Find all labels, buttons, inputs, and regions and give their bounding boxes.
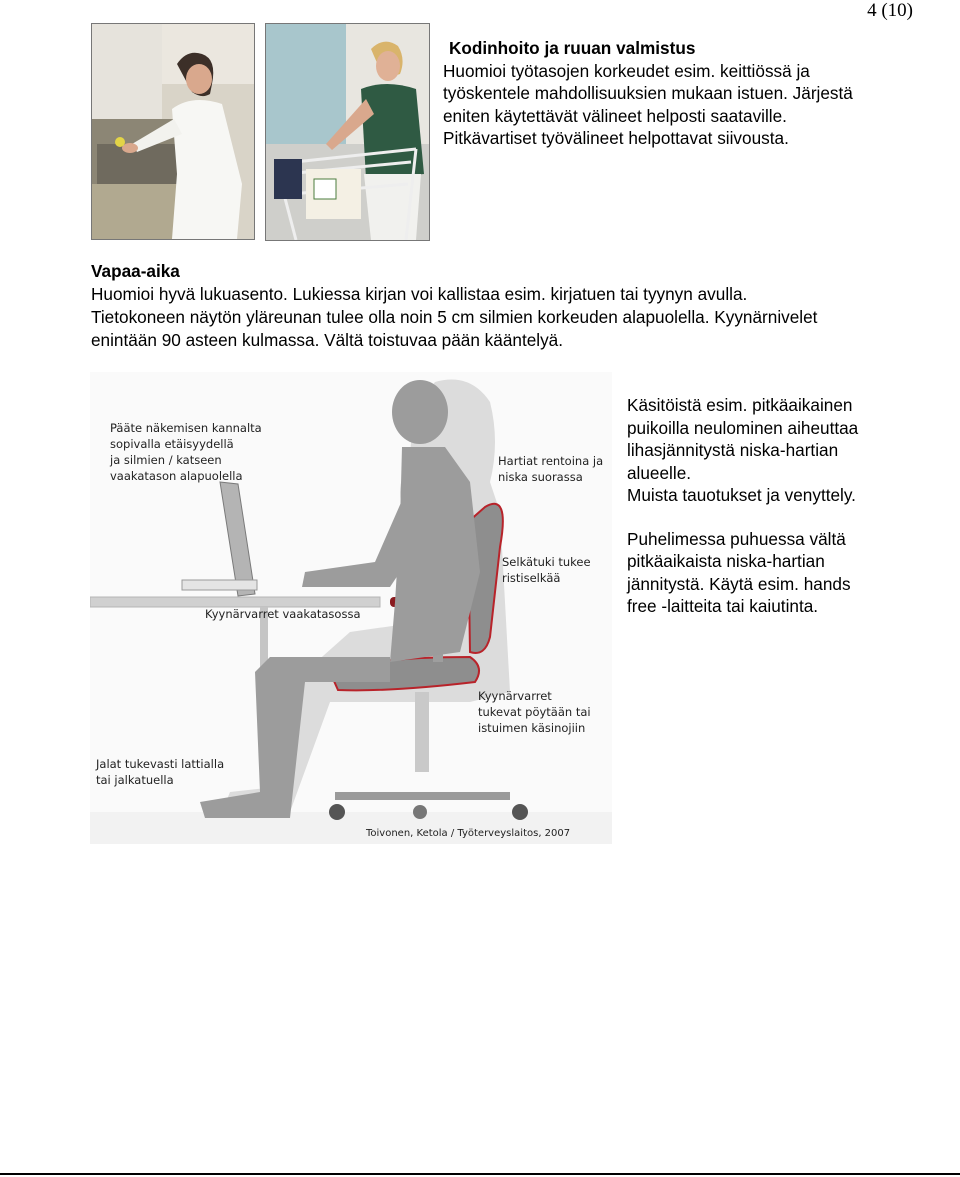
- svg-text:Kyynärvarret: Kyynärvarret: [478, 689, 552, 703]
- crafts-line-3: lihasjännitystä niska-hartian: [627, 440, 839, 460]
- label-forearms: Kyynärvarret vaakatasossa: [205, 607, 361, 621]
- leisure-line-3: enintään 90 asteen kulmassa. Vältä toistuvaa pään kääntelyä.: [91, 330, 564, 350]
- svg-text:Jalat tukevasti lattialla: Jalat tukevasti lattialla: [96, 757, 225, 771]
- kitchen-line-3: eniten käytettävät välineet helposti saataville.: [443, 105, 787, 126]
- svg-text:ristiselkää: ristiselkää: [502, 571, 561, 585]
- phone-line-4: free -laitteita tai kaiutinta.: [627, 596, 819, 616]
- svg-text:ja silmien / katseen: ja silmien / katseen: [110, 453, 222, 467]
- laundry-photo: [265, 23, 430, 241]
- crafts-line-5: Muista tauotukset ja venyttely.: [627, 485, 856, 505]
- leisure-line-1: Huomioi hyvä lukuasento. Lukiessa kirjan voi kallistaa esim. kirjatuen tai tyynyn avulla.: [91, 284, 748, 304]
- crafts-line-4: alueelle.: [627, 462, 692, 483]
- right-column: [627, 394, 927, 618]
- phone-line-3: jännitystä. Käytä esim. hands: [627, 573, 851, 594]
- page-bottom-rule: [0, 1173, 960, 1175]
- phone-line-1: Puhelimessa puhuessa vältä: [627, 528, 846, 549]
- svg-text:tukevat pöytään tai: tukevat pöytään tai: [478, 705, 591, 719]
- svg-text:Hartiat rentoina ja: Hartiat rentoina ja: [498, 454, 604, 468]
- kitchen-line-4: Pitkävartiset työvälineet helpottavat siivousta.: [443, 128, 789, 148]
- phone-line-2: pitkäaikaista niska-hartian: [627, 551, 825, 571]
- ergonomics-diagram: [90, 372, 612, 844]
- crafts-line-2: puikoilla neulominen aiheuttaa: [627, 417, 859, 438]
- leisure-line-2: Tietokoneen näytön yläreunan tulee olla noin 5 cm silmien korkeuden alapuolella. Kyynärnivelet: [91, 307, 818, 327]
- kitchen-photo: [91, 23, 255, 240]
- kitchen-line-1: Huomioi työtasojen korkeudet esim. keittiössä ja: [443, 60, 810, 81]
- kitchen-line-2: työskentele mahdollisuuksien mukaan istuen. Järjestä: [443, 83, 853, 103]
- svg-text:Pääte näkemisen kannalta: Pääte näkemisen kannalta: [110, 421, 262, 435]
- svg-text:niska suorassa: niska suorassa: [498, 470, 583, 484]
- kitchen-heading: Kodinhoito ja ruuan valmistus: [449, 38, 696, 58]
- svg-text:sopivalla etäisyydellä: sopivalla etäisyydellä: [110, 437, 234, 451]
- crafts-line-1: Käsitöistä esim. pitkäaikainen: [627, 395, 853, 415]
- svg-text:Selkätuki tukee: Selkätuki tukee: [502, 555, 591, 569]
- page-number: 4 (10): [867, 0, 913, 21]
- svg-text:vaakatason alapuolella: vaakatason alapuolella: [110, 469, 243, 483]
- leisure-section: [91, 260, 941, 352]
- diagram-credit: Toivonen, Ketola / Työterveyslaitos, 2007: [366, 828, 571, 839]
- kitchen-section: [443, 37, 923, 150]
- svg-text:istuimen käsinojiin: istuimen käsinojiin: [478, 721, 586, 735]
- leisure-heading: Vapaa-aika: [91, 261, 180, 281]
- svg-text:tai jalkatuella: tai jalkatuella: [96, 773, 174, 787]
